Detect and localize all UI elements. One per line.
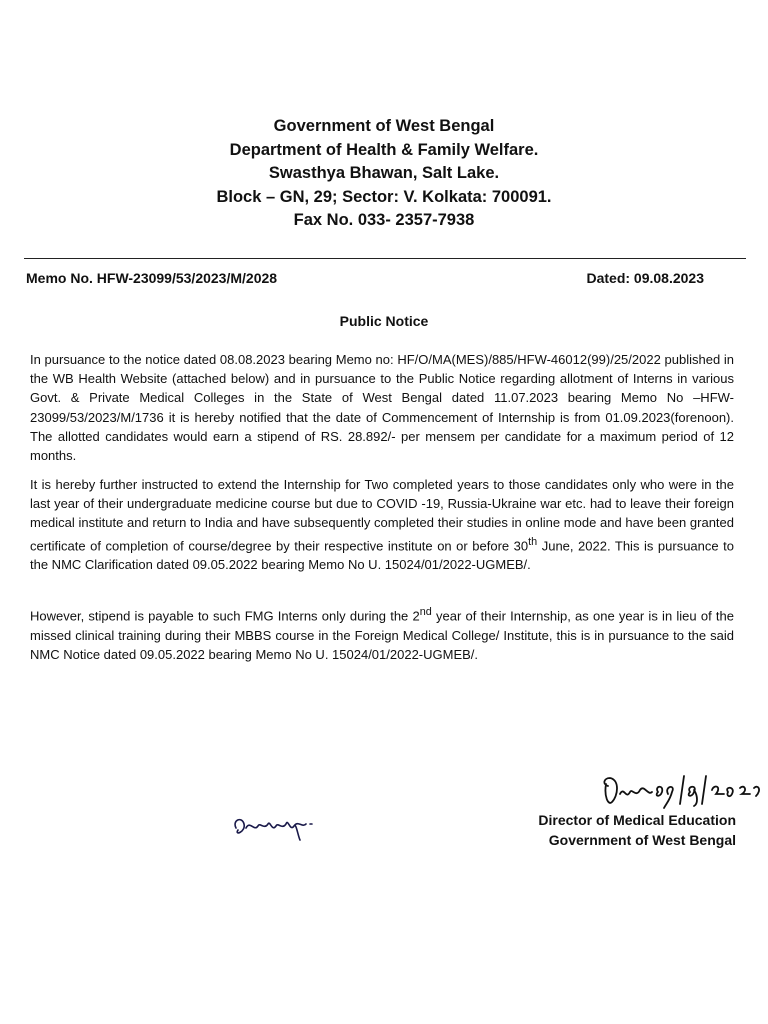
signatory-title: Director of Medical Education	[538, 812, 736, 828]
paragraph-3-text-b: year of their Internship, as one year is in lieu of the missed clinical training during their MBBS course in the Foreign Medical College/ Institute, this is in pursuance to the said NMC Notice dated 09.05.2022 bearing Memo No U. 15024/01/2022-UGMEB/.	[30, 608, 734, 662]
header-divider	[24, 258, 746, 259]
paragraph-2	[30, 475, 734, 574]
memo-date: Dated: 09.08.2023	[586, 270, 704, 286]
letterhead-govt: Government of West Bengal	[273, 117, 495, 135]
director-signature	[598, 766, 763, 812]
signatory-block	[538, 810, 736, 850]
paragraph-2-text-a: It is hereby further instructed to extend the Internship for Two completed years to those candidates only who were in the last year of their undergraduate medicine course but due to COVID -19, Russia-Ukraine war etc. had to leave their foreign medical institute and return to India and have subsequently completed their studies in online mode and have been granted certificate of completion of course/degree by their respective institute on or before 30	[30, 477, 734, 553]
letterhead-address: Block – GN, 29; Sector: V. Kolkata: 700091.	[216, 187, 552, 206]
left-signature	[228, 806, 328, 846]
signatory-org: Government of West Bengal	[548, 832, 736, 848]
letterhead-fax: Fax No. 033- 2357-7938	[293, 211, 475, 229]
letterhead-department: Department of Health & Family Welfare.	[229, 140, 539, 159]
letterhead-building: Swasthya Bhawan, Salt Lake.	[268, 164, 500, 182]
paragraph-2-text-b: June, 2022. This is pursuance to the NMC Clarification dated 09.05.2022 bearing Memo No U. 15024/01/2022-UGMEB/.	[30, 537, 734, 573]
paragraph-3	[30, 603, 734, 664]
notice-title: Public Notice	[339, 313, 429, 329]
memo-number: Memo No. HFW-23099/53/2023/M/2028	[26, 270, 278, 286]
letterhead	[0, 115, 768, 233]
paragraph-2-superscript: th	[528, 535, 538, 548]
paragraph-1: In pursuance to the notice dated 08.08.2023 bearing Memo no: HF/O/MA(MES)/885/HFW-46012(99)/25/2022 published in the WB Health Website (attached below) and in pursuance to the Public Notice regarding allotment of Interns in various Govt. & Private Medical Colleges in the State of West Bengal dated 11.07.2023 bearing Memo No –HFW-23099/53/2023/M/1736 it is hereby notified that the date of Commencement of Internship is from 01.09.2023(forenoon). The allotted candidates would earn a stipend of RS. 28.892/- per mensem per candidate for a maximum period of 12 months.	[30, 352, 734, 464]
paragraph-3-superscript: nd	[419, 606, 432, 618]
paragraph-3-text-a: However, stipend is payable to such FMG Interns only during the 2	[30, 608, 420, 624]
